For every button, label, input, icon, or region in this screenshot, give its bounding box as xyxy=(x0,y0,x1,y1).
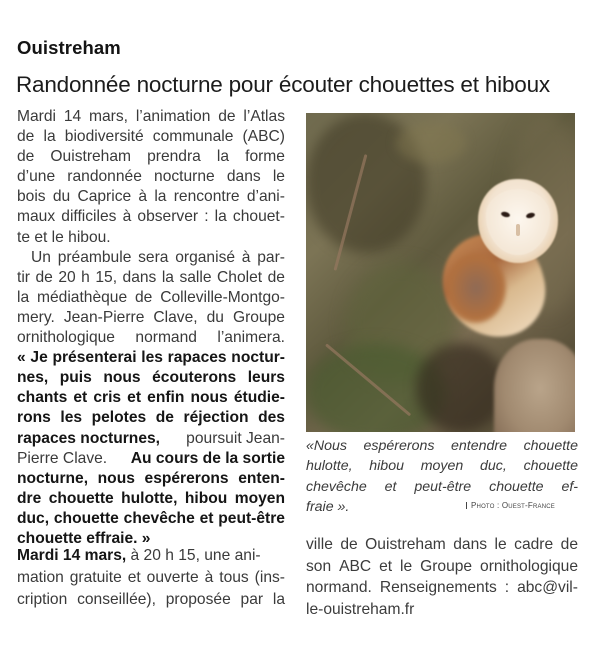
word: d’ani- xyxy=(246,188,285,206)
word: de xyxy=(340,536,358,553)
caption-line xyxy=(306,477,578,497)
word: hibou xyxy=(369,458,404,475)
photo-credit xyxy=(466,501,555,510)
word: et xyxy=(384,478,397,495)
word: Clave, xyxy=(153,308,198,326)
word: écouterons xyxy=(152,369,237,387)
attribution-fragment: Pierre Clave. xyxy=(17,449,108,467)
quote-line xyxy=(17,368,285,388)
caption-line xyxy=(306,436,578,456)
text-line xyxy=(306,556,578,578)
word: 20 xyxy=(58,268,76,286)
word: ABC xyxy=(339,557,372,575)
mixed-line xyxy=(17,429,285,449)
word: nocturne xyxy=(154,168,215,186)
word: chouet- xyxy=(232,208,285,226)
word: et xyxy=(379,557,393,575)
word: difficiles xyxy=(61,208,117,226)
word: l’animation xyxy=(135,108,211,125)
word: chouette xyxy=(523,458,578,475)
word: Colleville-Montgo- xyxy=(160,288,285,306)
word: à xyxy=(204,569,214,586)
word: tous xyxy=(219,569,249,586)
word: de xyxy=(17,148,35,166)
word: Ouistreham xyxy=(365,536,446,553)
word: et xyxy=(199,509,214,527)
word: la xyxy=(214,208,227,226)
word: hibou xyxy=(184,489,228,507)
text-line xyxy=(17,248,285,268)
word: prendra xyxy=(147,148,201,166)
preamble-paragraph xyxy=(17,248,285,549)
caption-line: fraie ». xyxy=(306,499,350,516)
quote-line xyxy=(17,388,285,408)
word: chevêche xyxy=(306,478,367,495)
word: de xyxy=(155,409,174,427)
word: organisé xyxy=(175,248,236,266)
text-line xyxy=(17,308,285,328)
word: la xyxy=(154,188,167,206)
word: Cholet xyxy=(217,268,263,286)
tree-stump xyxy=(494,339,575,432)
text-line xyxy=(17,167,285,187)
word: la xyxy=(43,128,56,146)
word: Ouistreham xyxy=(50,148,132,166)
word: nous xyxy=(103,369,141,387)
word: rencontre xyxy=(173,188,240,206)
text-line xyxy=(17,127,285,147)
quote-fragment: Au cours de la sortie xyxy=(130,449,285,467)
word: salle xyxy=(179,268,212,286)
word: dans xyxy=(453,536,488,553)
word: puis xyxy=(59,369,92,387)
quote-line xyxy=(17,348,285,368)
word: la xyxy=(17,288,30,306)
word: abc@vil- xyxy=(517,579,578,596)
word: tir xyxy=(17,268,30,286)
article-body-left xyxy=(17,107,285,549)
word: noctur- xyxy=(231,349,285,367)
word: randonnée xyxy=(67,168,142,186)
word: préambule xyxy=(57,248,132,266)
word: et xyxy=(73,389,88,407)
word: mars, xyxy=(89,108,128,125)
word: Je xyxy=(30,349,48,367)
word: moyen xyxy=(234,489,285,507)
word: Un xyxy=(31,248,51,266)
word: peut-être xyxy=(414,478,472,495)
word: l’animera. xyxy=(217,329,285,347)
text-line xyxy=(17,107,285,127)
text-line xyxy=(17,187,285,207)
word: (ins- xyxy=(254,569,285,586)
word: étudie- xyxy=(233,389,285,407)
word: observer xyxy=(137,208,199,226)
owl-beak xyxy=(516,224,520,236)
caption-line xyxy=(306,456,578,476)
word: cription xyxy=(17,591,68,608)
word: (ABC) xyxy=(242,128,285,146)
owl-wing xyxy=(446,253,506,323)
word: conseillée), xyxy=(77,591,156,608)
word: cris xyxy=(93,389,122,407)
word: Groupe xyxy=(232,308,285,326)
word: maux xyxy=(17,208,56,226)
quote-line: chouette effraie. » xyxy=(17,529,151,547)
word: Renseignements xyxy=(379,579,497,596)
word: le xyxy=(400,557,413,575)
word: peut-être xyxy=(218,509,285,527)
word: de xyxy=(218,108,236,125)
word: à xyxy=(241,248,251,266)
quote-fragment: rapaces nocturnes, xyxy=(17,429,161,447)
text-line xyxy=(17,567,285,589)
word: à xyxy=(122,208,132,226)
word: la xyxy=(272,591,285,608)
word: normand xyxy=(135,329,197,347)
word: communale xyxy=(152,128,234,146)
word: duc, xyxy=(480,458,507,475)
word: dans xyxy=(122,268,157,286)
word: rons xyxy=(17,409,51,427)
word: enfin xyxy=(147,389,185,407)
quote-line xyxy=(17,469,285,489)
intro-paragraph xyxy=(17,107,285,248)
quote-line xyxy=(17,408,285,428)
headline: Randonnée nocturne pour écouter chouettes et hiboux xyxy=(16,72,550,97)
word: leurs xyxy=(247,369,285,387)
word: par xyxy=(240,591,264,608)
word: de xyxy=(17,128,35,146)
practical-info-left xyxy=(17,545,285,611)
word: réjection xyxy=(183,409,249,427)
word: ville xyxy=(306,536,333,553)
word: présenterai xyxy=(52,349,137,367)
word: gratuite xyxy=(69,569,122,586)
word: 15, xyxy=(95,268,118,286)
word: enten- xyxy=(238,469,285,487)
word: dre xyxy=(17,489,42,507)
word: ornithologique xyxy=(480,557,578,575)
text-line xyxy=(17,268,285,288)
word: le xyxy=(494,536,507,553)
word: nous xyxy=(190,389,228,407)
word: entendre xyxy=(451,438,508,454)
word: hulotte, xyxy=(306,458,353,475)
word: la xyxy=(216,148,230,166)
text-line xyxy=(306,577,578,599)
word: Caprice xyxy=(77,188,132,206)
word: de xyxy=(135,288,153,306)
quote-line xyxy=(17,509,285,529)
word: bois xyxy=(17,188,46,206)
word: : xyxy=(504,579,510,596)
word: chouette xyxy=(523,438,578,454)
quote-line xyxy=(17,489,285,509)
word: chevêche xyxy=(123,509,195,527)
section-label: Ouistreham xyxy=(17,37,121,58)
word: proposée xyxy=(165,591,231,608)
word: chouette xyxy=(489,478,544,495)
word: nous xyxy=(97,469,135,487)
word: et xyxy=(127,569,141,586)
word: d’une xyxy=(17,168,56,186)
bark-texture xyxy=(396,123,466,163)
word: h xyxy=(81,268,90,286)
word: espérerons xyxy=(363,438,435,454)
word: forme xyxy=(245,148,285,166)
word: son xyxy=(306,557,332,575)
word: Jean-Pierre xyxy=(63,308,145,326)
word: du xyxy=(52,188,71,206)
shadow-texture xyxy=(416,343,506,432)
word: mation xyxy=(17,569,64,586)
word: de xyxy=(560,536,578,553)
word: des xyxy=(258,409,285,427)
word: par- xyxy=(257,248,285,266)
word: chouette xyxy=(48,489,114,507)
mixed-line xyxy=(17,449,285,469)
word: chouette xyxy=(53,509,119,527)
word: hulotte, xyxy=(121,489,178,507)
word: 14 xyxy=(63,108,82,125)
word: nes, xyxy=(17,369,49,387)
word: biodiversité xyxy=(64,128,144,146)
word: « xyxy=(17,349,26,367)
word: de xyxy=(35,268,53,286)
word: mery. xyxy=(17,308,55,326)
word: Mardi xyxy=(17,108,56,125)
word: de xyxy=(267,268,285,286)
word: rapaces xyxy=(167,349,227,367)
word: cadre xyxy=(514,536,554,553)
word: Groupe xyxy=(420,557,473,575)
word: duc, xyxy=(17,509,50,527)
text-line xyxy=(306,534,578,556)
word: nocturne, xyxy=(17,469,89,487)
word: la xyxy=(161,268,174,286)
mixed-line xyxy=(17,545,285,567)
word: ef- xyxy=(561,478,578,495)
text-line xyxy=(17,207,285,227)
word: : xyxy=(204,208,209,226)
credit-text: Photo : Ouest-France xyxy=(471,501,556,510)
word: le xyxy=(272,168,285,186)
word: les xyxy=(60,409,83,427)
word: «Nous xyxy=(306,438,348,454)
word: sera xyxy=(138,248,169,266)
date-lead: Mardi 14 mars, xyxy=(17,547,127,564)
word: espérerons xyxy=(144,469,229,487)
owl-photo xyxy=(306,113,575,432)
word: l’Atlas xyxy=(243,108,285,125)
word: du xyxy=(206,308,224,326)
credit-bar xyxy=(466,502,467,509)
text-line xyxy=(17,288,285,308)
practical-info-right xyxy=(306,534,578,620)
text-line xyxy=(17,328,285,348)
word: les xyxy=(141,349,163,367)
text-fragment: à 20 h 15, une ani- xyxy=(126,547,261,564)
attribution-fragment: poursuit Jean- xyxy=(186,429,285,447)
word: dans xyxy=(226,168,261,186)
text-line: le-ouistreham.fr xyxy=(306,600,415,618)
word: chants xyxy=(17,389,68,407)
word: ouverte xyxy=(146,569,199,586)
word: moyen xyxy=(420,458,464,475)
word: normand. xyxy=(306,579,372,596)
text-line: te et le hibou. xyxy=(17,228,111,246)
word: et xyxy=(127,389,142,407)
word: médiathèque xyxy=(36,288,128,306)
word: à xyxy=(138,188,148,206)
word: ornithologique xyxy=(17,329,115,347)
text-line xyxy=(17,147,285,167)
text-line xyxy=(17,589,285,611)
word: pelotes xyxy=(91,409,147,427)
